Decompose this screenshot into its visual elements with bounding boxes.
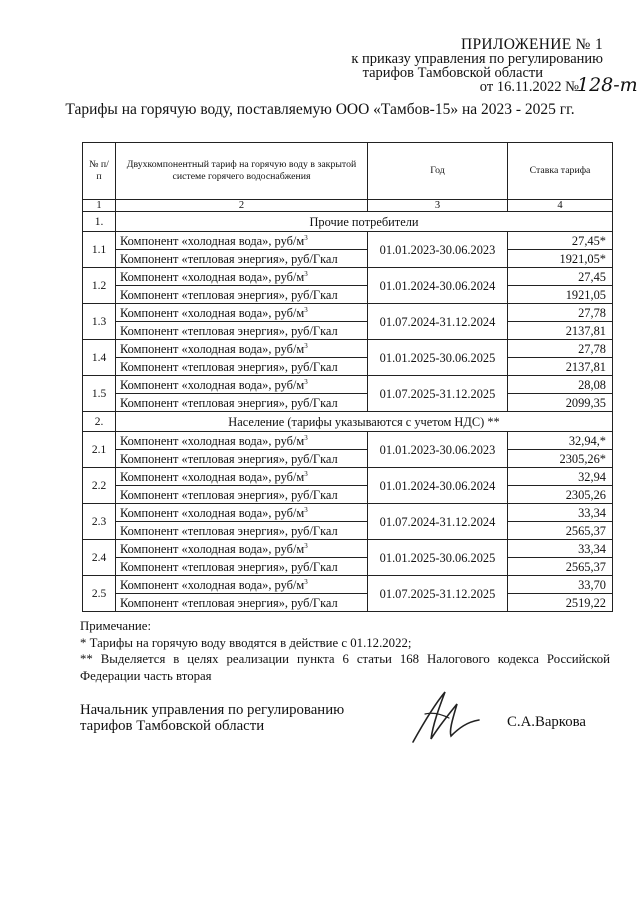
section-row: [83, 412, 613, 432]
period-cell: 01.07.2024-31.12.2024: [368, 304, 508, 340]
heat-energy-component-label: Компонент «тепловая энергия», руб/Гкал: [116, 394, 368, 412]
header-num: № п/п: [83, 143, 116, 200]
table-row: [83, 522, 613, 540]
period-cell: 01.07.2025-31.12.2025: [368, 376, 508, 412]
heat-energy-rate: 1921,05*: [508, 250, 613, 268]
signatory-name: С.А.Варкова: [507, 714, 586, 730]
unit-superscript: 3: [304, 541, 308, 550]
note-1: * Тарифы на горячую воду вводятся в действие с 01.12.2022;: [80, 635, 412, 650]
cold-water-rate: 27,45: [508, 268, 613, 286]
row-number: 2.4: [83, 540, 116, 576]
section-number: 1.: [83, 212, 116, 232]
table-row: [83, 376, 613, 394]
unit-superscript: 3: [304, 377, 308, 386]
index-cell: 3: [368, 200, 508, 212]
cold-water-component-label: [116, 504, 368, 522]
row-number: 1.4: [83, 340, 116, 376]
cold-water-label-text: Компонент «холодная вода», руб/м: [120, 469, 305, 484]
table-row: [83, 340, 613, 358]
heat-energy-rate: 2099,35: [508, 394, 613, 412]
period-cell: 01.01.2024-30.06.2024: [368, 468, 508, 504]
table-row: [83, 486, 613, 504]
table-row: [83, 468, 613, 486]
section-title: Прочие потребители: [116, 212, 613, 232]
heat-energy-component-label: Компонент «тепловая энергия», руб/Гкал: [116, 522, 368, 540]
row-number: 1.1: [83, 232, 116, 268]
table-row: [83, 358, 613, 376]
heat-energy-rate: 2305,26: [508, 486, 613, 504]
cold-water-label-text: Компонент «холодная вода», руб/м: [120, 233, 305, 248]
section-title: Население (тарифы указываются с учетом НДС) **: [116, 412, 613, 432]
period-cell: 01.01.2025-30.06.2025: [368, 540, 508, 576]
table-row: [83, 286, 613, 304]
heat-energy-rate: 2565,37: [508, 522, 613, 540]
heat-energy-component-label: Компонент «тепловая энергия», руб/Гкал: [116, 558, 368, 576]
heat-energy-rate: 2565,37: [508, 558, 613, 576]
period-cell: 01.01.2024-30.06.2024: [368, 268, 508, 304]
order-number-handwritten: 128-т: [577, 74, 638, 96]
note-2-line2: Федерации часть вторая: [80, 668, 212, 683]
table-row: [83, 558, 613, 576]
cold-water-rate: 32,94,*: [508, 432, 613, 450]
header-tariff: Двухкомпонентный тариф на горячую воду в закрытой системе горячего водоснабжения: [116, 143, 368, 200]
cold-water-label-text: Компонент «холодная вода», руб/м: [120, 269, 305, 284]
cold-water-rate: 33,34: [508, 540, 613, 558]
unit-superscript: 3: [304, 505, 308, 514]
notes-block: [80, 618, 610, 684]
cold-water-rate: 33,34: [508, 504, 613, 522]
heat-energy-component-label: Компонент «тепловая энергия», руб/Гкал: [116, 286, 368, 304]
row-number: 2.3: [83, 504, 116, 540]
cold-water-rate: 32,94: [508, 468, 613, 486]
cold-water-component-label: [116, 340, 368, 358]
heat-energy-rate: 2305,26*: [508, 450, 613, 468]
cold-water-component-label: [116, 232, 368, 250]
table-row: [83, 232, 613, 250]
table-index-row: [83, 200, 613, 212]
cold-water-label-text: Компонент «холодная вода», руб/м: [120, 433, 305, 448]
cold-water-label-text: Компонент «холодная вода», руб/м: [120, 377, 305, 392]
heat-energy-component-label: Компонент «тепловая энергия», руб/Гкал: [116, 594, 368, 612]
signatory-position: [80, 702, 344, 734]
heat-energy-component-label: Компонент «тепловая энергия», руб/Гкал: [116, 322, 368, 340]
unit-superscript: 3: [304, 233, 308, 242]
table-row: [83, 322, 613, 340]
row-number: 1.2: [83, 268, 116, 304]
appendix-order-line: к приказу управления по регулированию: [351, 51, 603, 67]
note-2-line1: ** Выделяется в целях реализации пункта 6 статьи 168 Налогового кодекса Российской: [80, 652, 610, 666]
appendix-date-line: от 16.11.2022 №: [479, 79, 579, 95]
heat-energy-component-label: Компонент «тепловая энергия», руб/Гкал: [116, 450, 368, 468]
period-cell: 01.07.2024-31.12.2024: [368, 504, 508, 540]
heat-energy-component-label: Компонент «тепловая энергия», руб/Гкал: [116, 250, 368, 268]
row-number: 2.1: [83, 432, 116, 468]
row-number: 1.3: [83, 304, 116, 340]
section-number: 2.: [83, 412, 116, 432]
period-cell: 01.01.2023-30.06.2023: [368, 232, 508, 268]
row-number: 1.5: [83, 376, 116, 412]
cold-water-component-label: [116, 540, 368, 558]
cold-water-rate: 27,45*: [508, 232, 613, 250]
table-row: [83, 250, 613, 268]
table-row: [83, 594, 613, 612]
table-row: [83, 268, 613, 286]
table-row: [83, 504, 613, 522]
cold-water-component-label: [116, 268, 368, 286]
appendix-title: ПРИЛОЖЕНИЕ № 1: [460, 36, 603, 53]
index-cell: 4: [508, 200, 613, 212]
cold-water-rate: 27,78: [508, 340, 613, 358]
table-row: [83, 304, 613, 322]
tariff-table: [82, 142, 613, 612]
cold-water-label-text: Компонент «холодная вода», руб/м: [120, 341, 305, 356]
cold-water-component-label: [116, 304, 368, 322]
header-rate: Ставка тарифа: [508, 143, 613, 200]
table-header-row: [83, 143, 613, 200]
handwritten-signature: [405, 684, 485, 754]
unit-superscript: 3: [304, 341, 308, 350]
index-cell: 1: [83, 200, 116, 212]
header-year: Год: [368, 143, 508, 200]
appendix-authority-line: тарифов Тамбовской области: [362, 65, 543, 81]
table-row: [83, 576, 613, 594]
table-row: [83, 432, 613, 450]
table-row: [83, 540, 613, 558]
heat-energy-component-label: Компонент «тепловая энергия», руб/Гкал: [116, 358, 368, 376]
cold-water-label-text: Компонент «холодная вода», руб/м: [120, 577, 305, 592]
unit-superscript: 3: [304, 469, 308, 478]
unit-superscript: 3: [304, 269, 308, 278]
period-cell: 01.01.2025-30.06.2025: [368, 340, 508, 376]
cold-water-component-label: [116, 432, 368, 450]
heat-energy-rate: 2519,22: [508, 594, 613, 612]
cold-water-component-label: [116, 468, 368, 486]
cold-water-label-text: Компонент «холодная вода», руб/м: [120, 541, 305, 556]
period-cell: 01.01.2023-30.06.2023: [368, 432, 508, 468]
period-cell: 01.07.2025-31.12.2025: [368, 576, 508, 612]
cold-water-label-text: Компонент «холодная вода», руб/м: [120, 505, 305, 520]
cold-water-label-text: Компонент «холодная вода», руб/м: [120, 305, 305, 320]
cold-water-component-label: [116, 576, 368, 594]
row-number: 2.5: [83, 576, 116, 612]
heat-energy-component-label: Компонент «тепловая энергия», руб/Гкал: [116, 486, 368, 504]
section-row: [83, 212, 613, 232]
heat-energy-rate: 2137,81: [508, 358, 613, 376]
cold-water-rate: 33,70: [508, 576, 613, 594]
cold-water-rate: 27,78: [508, 304, 613, 322]
cold-water-component-label: [116, 376, 368, 394]
heat-energy-rate: 2137,81: [508, 322, 613, 340]
notes-heading: Примечание:: [80, 619, 151, 633]
cold-water-rate: 28,08: [508, 376, 613, 394]
unit-superscript: 3: [304, 577, 308, 586]
unit-superscript: 3: [304, 305, 308, 314]
document-title: Тарифы на горячую воду, поставляемую ООО «Тамбов-15» на 2023 - 2025 гг.: [65, 101, 575, 118]
heat-energy-rate: 1921,05: [508, 286, 613, 304]
signatory-position-line2: тарифов Тамбовской области: [80, 718, 265, 734]
table-row: [83, 394, 613, 412]
signatory-position-line1: Начальник управления по регулированию: [80, 702, 345, 718]
index-cell: 2: [116, 200, 368, 212]
table-row: [83, 450, 613, 468]
unit-superscript: 3: [304, 433, 308, 442]
row-number: 2.2: [83, 468, 116, 504]
